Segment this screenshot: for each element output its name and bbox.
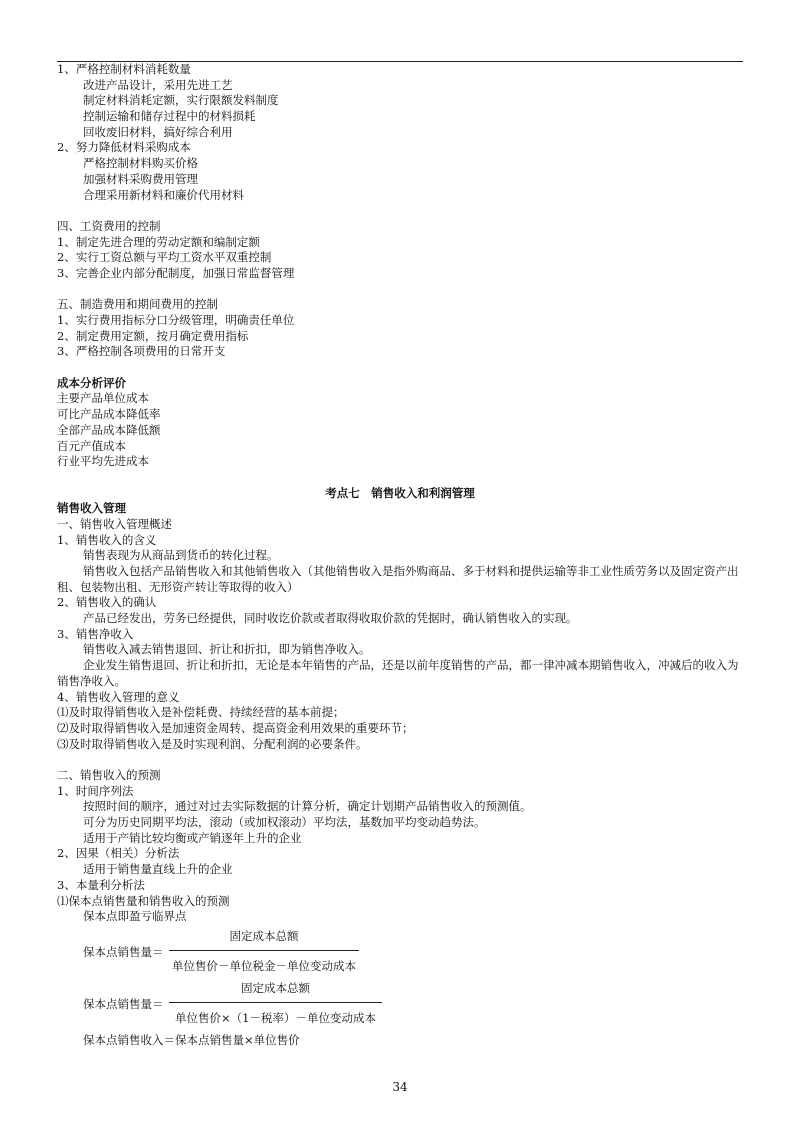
list-item: 百元产值成本 <box>57 438 126 453</box>
paragraph: 保本点即盈亏临界点 <box>83 909 187 924</box>
list-item: 加强材料采购费用管理 <box>83 171 198 186</box>
list-item: 4、销售收入管理的意义 <box>57 689 180 704</box>
paragraph: 可分为历史同期平均法，滚动（或加权滚动）平均法，基数加平均变动趋势法。 <box>83 815 486 830</box>
list-item: 2、努力降低材料采购成本 <box>57 140 191 155</box>
list-item: ⑵及时取得销售收入是加速资金周转、提高资金利用效果的重要环节； <box>57 720 414 735</box>
list-item: ⑴保本点销售量和销售收入的预测 <box>57 893 230 908</box>
list-item: 2、因果（相关）分析法 <box>57 846 180 861</box>
list-item: 行业平均先进成本 <box>57 454 149 469</box>
fraction-bar <box>169 950 359 951</box>
section-heading: 四、工资费用的控制 <box>57 218 161 233</box>
page-number: 34 <box>392 1080 408 1094</box>
list-item: 3、完善企业内部分配制度，加强日常监督管理 <box>57 265 295 280</box>
list-item: ⑶及时取得销售收入是及时实现利润、分配利润的必要条件。 <box>57 736 368 751</box>
list-item: 3、本量利分析法 <box>57 877 145 892</box>
list-item: 控制运输和储存过程中的材料损耗 <box>83 109 256 124</box>
list-item: ⑴及时取得销售收入是补偿耗费、持续经营的基本前提； <box>57 705 345 720</box>
paragraph: 适用于销售量直线上升的企业 <box>83 862 233 877</box>
list-item: 严格控制材料购买价格 <box>83 156 198 171</box>
formula-revenue: 保本点销售收入＝保本点销售量×单位售价 <box>83 1032 300 1047</box>
list-item: 改进产品设计，采用先进工艺 <box>83 77 233 92</box>
list-item: 2、实行工资总额与平均工资水平双重控制 <box>57 250 272 265</box>
list-item: 2、销售收入的确认 <box>57 595 157 610</box>
formula-denominator: 单位售价×（1－税率）－单位变动成本 <box>175 1010 376 1025</box>
formula-numerator: 固定成本总额 <box>241 980 310 995</box>
paragraph: 按照时间的顺序，通过对过去实际数据的计算分析，确定计划期产品销售收入的预测值。 <box>83 799 532 814</box>
section-heading: 五、制造费用和期间费用的控制 <box>57 297 218 312</box>
list-item: 1、制定先进合理的劳动定额和编制定额 <box>57 234 260 249</box>
list-item: 合理采用新材料和廉价代用材料 <box>83 187 244 202</box>
section-title: 考点七 销售收入和利润管理 <box>325 485 475 500</box>
list-item: 2、制定费用定额，按月确定费用指标 <box>57 328 249 343</box>
paragraph: 销售收入减去销售退回、折让和折扣，即为销售净收入。 <box>83 642 371 657</box>
subsection-title: 销售收入管理 <box>57 501 126 516</box>
list-item: 主要产品单位成本 <box>57 391 149 406</box>
formula-lhs: 保本点销售量＝ <box>83 996 164 1011</box>
breakeven-formula-2 <box>57 977 743 1029</box>
analysis-title: 成本分析评价 <box>57 375 126 390</box>
list-item: 1、销售收入的含义 <box>57 532 157 547</box>
page-content <box>57 62 743 1049</box>
list-item: 1、严格控制材料消耗数量 <box>57 62 191 76</box>
list-item: 制定材料消耗定额，实行限额发料制度 <box>83 93 279 108</box>
formula-lhs: 保本点销售量＝ <box>83 944 164 959</box>
list-item: 3、销售净收入 <box>57 626 134 641</box>
breakeven-formula-1 <box>57 925 743 977</box>
list-item: 3、严格控制各项费用的日常开支 <box>57 344 226 359</box>
list-item: 回收废旧材料，搞好综合利用 <box>83 124 233 139</box>
paragraph: 销售表现为从商品到货币的转化过程。 <box>83 548 279 563</box>
formula-numerator: 固定成本总额 <box>229 928 299 943</box>
list-item: 全部产品成本降低额 <box>57 422 161 437</box>
section-heading: 一、销售收入管理概述 <box>57 516 172 531</box>
formula-denominator: 单位售价－单位税金－单位变动成本 <box>172 958 356 973</box>
fraction-bar <box>169 1002 382 1003</box>
list-item: 1、实行费用指标分口分级管理，明确责任单位 <box>57 313 295 327</box>
list-item: 可比产品成本降低率 <box>57 407 161 422</box>
paragraph: 产品已经发出，劳务已经提供，同时收讫价款或者取得收取价款的凭据时，确认销售收入的实现。 <box>83 611 578 626</box>
section-heading: 二、销售收入的预测 <box>57 768 161 782</box>
paragraph: 适用于产销比较均衡或产销逐年上升的企业 <box>83 830 302 845</box>
list-item: 1、时间序列法 <box>57 783 134 798</box>
paragraph: 销售收入包括产品销售收入和其他销售收入（其他销售收入是指外购商品、多于材料和提供运输等非工业性质劳务以及固定资产出租、包装物出租、无形资产转让等取得的收入） <box>57 564 739 594</box>
paragraph: 企业发生销售退回、折让和折扣，无论是本年销售的产品，还是以前年度销售的产品，都一律冲减本期销售收入，冲减后的收入为销售净收入。 <box>57 658 739 688</box>
